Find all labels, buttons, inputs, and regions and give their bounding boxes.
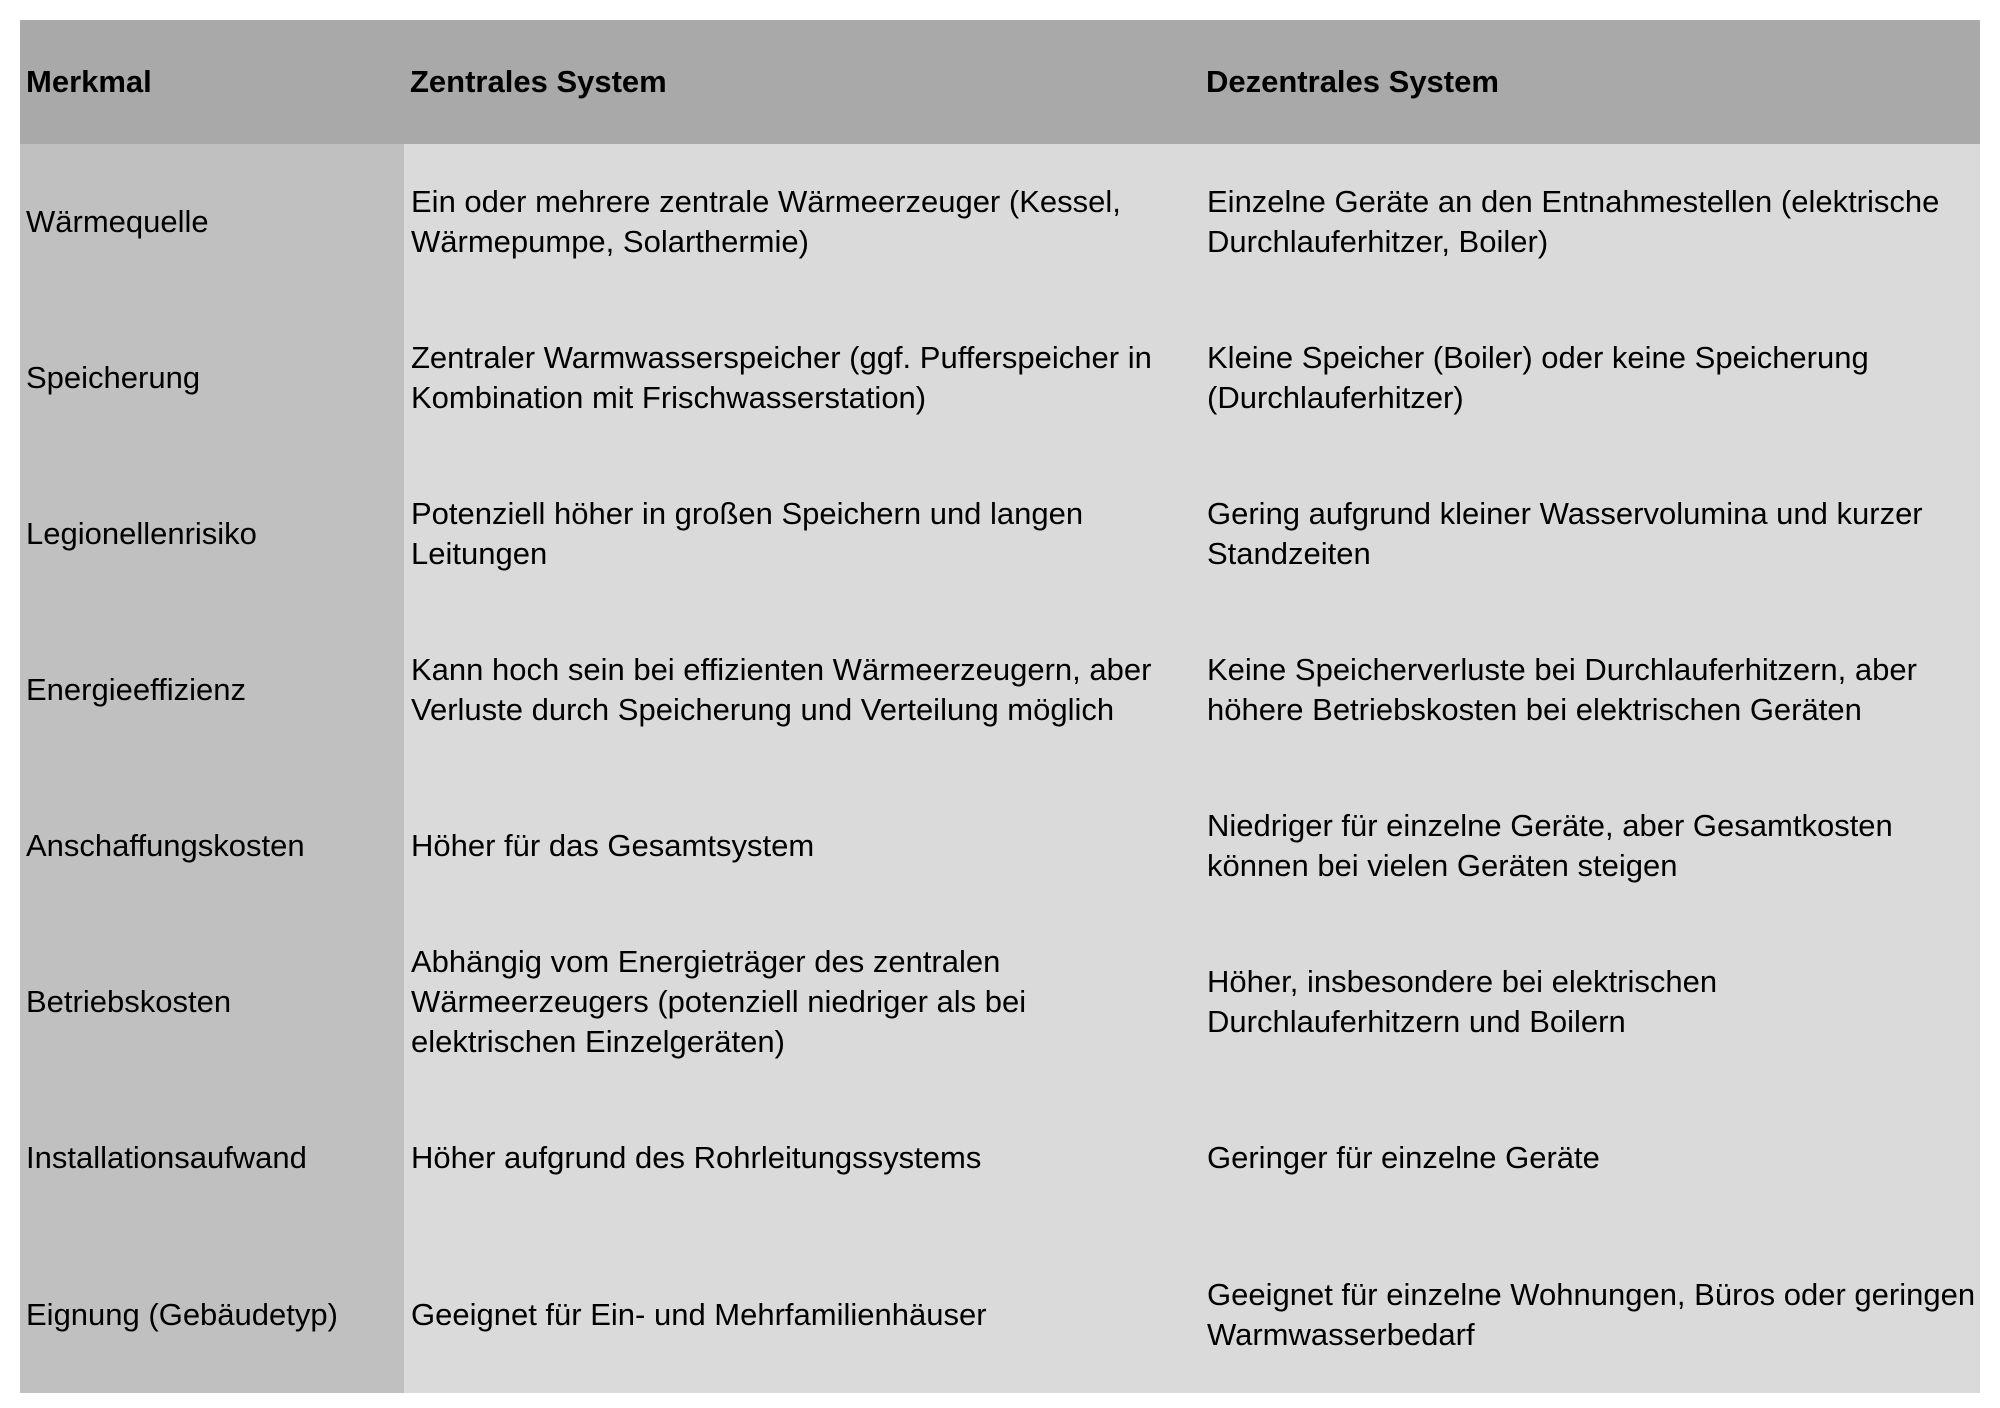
decentral-cell: Geeignet für einzelne Wohnungen, Büros oder geringen Warmwasserbedarf bbox=[1200, 1236, 1980, 1393]
table-row bbox=[20, 1080, 1980, 1236]
feature-cell: Betriebskosten bbox=[20, 924, 404, 1080]
central-cell: Höher aufgrund des Rohrleitungssystems bbox=[404, 1080, 1200, 1236]
feature-cell: Wärmequelle bbox=[20, 144, 404, 300]
central-cell: Kann hoch sein bei effizienten Wärmeerzeugern, aber Verluste durch Speicherung und Verteilung möglich bbox=[404, 612, 1200, 768]
decentral-cell: Niedriger für einzelne Geräte, aber Gesamtkosten können bei vielen Geräten steigen bbox=[1200, 768, 1980, 924]
header-central-system: Zentrales System bbox=[404, 20, 1200, 144]
feature-cell: Legionellenrisiko bbox=[20, 456, 404, 612]
feature-cell: Installationsaufwand bbox=[20, 1080, 404, 1236]
decentral-cell: Einzelne Geräte an den Entnahmestellen (elektrische Durchlauferhitzer, Boiler) bbox=[1200, 144, 1980, 300]
header-decentral-system: Dezentrales System bbox=[1200, 20, 1980, 144]
central-cell: Geeignet für Ein- und Mehrfamilienhäuser bbox=[404, 1236, 1200, 1393]
feature-cell: Anschaffungskosten bbox=[20, 768, 404, 924]
table-row bbox=[20, 456, 1980, 612]
header-row bbox=[20, 20, 1980, 144]
feature-cell: Energieeffizienz bbox=[20, 612, 404, 768]
table-row bbox=[20, 612, 1980, 768]
central-cell: Potenziell höher in großen Speichern und langen Leitungen bbox=[404, 456, 1200, 612]
table-header bbox=[20, 20, 1980, 144]
central-cell: Höher für das Gesamtsystem bbox=[404, 768, 1200, 924]
table-row bbox=[20, 924, 1980, 1080]
table-body bbox=[20, 144, 1980, 1393]
feature-cell: Speicherung bbox=[20, 300, 404, 456]
decentral-cell: Gering aufgrund kleiner Wasservolumina und kurzer Standzeiten bbox=[1200, 456, 1980, 612]
central-cell: Ein oder mehrere zentrale Wärmeerzeuger (Kessel, Wärmepumpe, Solarthermie) bbox=[404, 144, 1200, 300]
table-row bbox=[20, 768, 1980, 924]
decentral-cell: Keine Speicherverluste bei Durchlauferhitzern, aber höhere Betriebskosten bei elektrischen Geräten bbox=[1200, 612, 1980, 768]
central-cell: Abhängig vom Energieträger des zentralen Wärmeerzeugers (potenziell niedriger als bei elektrischen Einzelgeräten) bbox=[404, 924, 1200, 1080]
decentral-cell: Kleine Speicher (Boiler) oder keine Speicherung (Durchlauferhitzer) bbox=[1200, 300, 1980, 456]
decentral-cell: Höher, insbesondere bei elektrischen Durchlauferhitzern und Boilern bbox=[1200, 924, 1980, 1080]
header-feature: Merkmal bbox=[20, 20, 404, 144]
feature-cell: Eignung (Gebäudetyp) bbox=[20, 1236, 404, 1393]
central-cell: Zentraler Warmwasserspeicher (ggf. Pufferspeicher in Kombination mit Frischwasserstation) bbox=[404, 300, 1200, 456]
table-row bbox=[20, 144, 1980, 300]
table-row bbox=[20, 300, 1980, 456]
decentral-cell: Geringer für einzelne Geräte bbox=[1200, 1080, 1980, 1236]
comparison-table bbox=[20, 20, 1980, 1393]
table-row bbox=[20, 1236, 1980, 1393]
